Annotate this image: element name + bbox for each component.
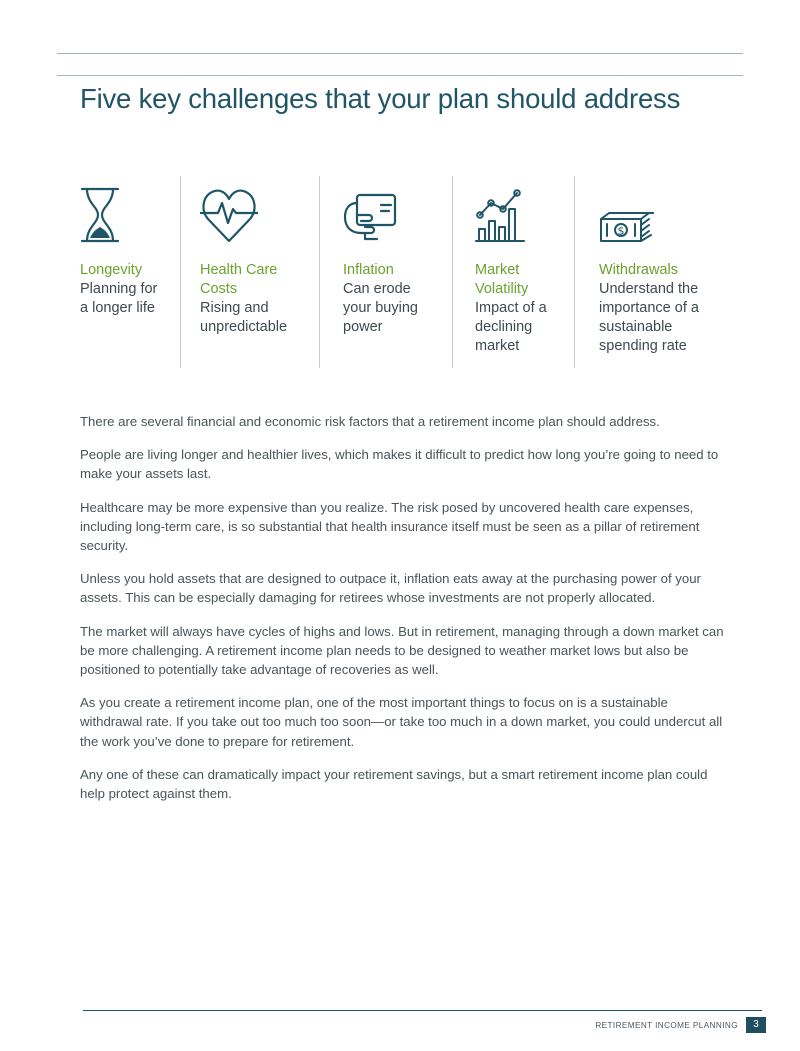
challenge-title: Longevity bbox=[80, 262, 143, 278]
top-rule bbox=[57, 53, 743, 54]
paragraph: People are living longer and healthier lives, which makes it difficult to predict how long you’re going to need to make your assets last. bbox=[80, 447, 719, 482]
challenge-description: Understand the importance of a sustainable spending rate bbox=[599, 281, 699, 354]
paragraph: There are several financial and economic risk factors that a retirement income plan should address. bbox=[80, 414, 660, 429]
top-rule-secondary bbox=[57, 75, 743, 76]
challenge-description: Planning for a longer life bbox=[80, 281, 158, 316]
challenge-title: Inflation bbox=[343, 262, 394, 278]
challenge-health-care-costs bbox=[200, 185, 287, 337]
hourglass-icon bbox=[80, 185, 157, 247]
challenge-title: Health Care Costs bbox=[200, 262, 278, 297]
challenge-inflation bbox=[343, 185, 418, 337]
paragraph: Unless you hold assets that are designed to outpace it, inflation eats away at the purchasing power of your assets. This can be especially damaging for retirees whose investments are not properly allocated. bbox=[80, 571, 701, 606]
column-divider bbox=[452, 176, 453, 368]
page-title: Five key challenges that your plan should address bbox=[80, 83, 681, 114]
paragraph: Any one of these can dramatically impact your retirement savings, but a smart retirement income plan could help protect against them. bbox=[80, 766, 708, 802]
challenge-market-volatility bbox=[475, 185, 547, 356]
challenge-description: Impact of a declining market bbox=[475, 300, 547, 354]
body-text bbox=[80, 412, 730, 817]
paragraph: The market will always have cycles of highs and lows. But in retirement, managing through a down market can be more challenging. A retirement income plan needs to be designed to weather market lows but also be positioned to potentially take advantage of recoveries as well. bbox=[80, 623, 724, 678]
column-divider bbox=[180, 176, 181, 368]
challenge-description: Can erode your buying power bbox=[343, 281, 418, 335]
footer-label: RETIREMENT INCOME PLANNING bbox=[595, 1021, 738, 1030]
challenge-longevity bbox=[80, 185, 157, 318]
challenge-title: Market Volatility bbox=[475, 262, 529, 297]
page-number: 3 bbox=[746, 1017, 766, 1033]
credit-card-hand-icon bbox=[343, 185, 418, 247]
challenge-title: Withdrawals bbox=[599, 262, 678, 278]
chart-trend-icon bbox=[475, 185, 547, 247]
footer-rule bbox=[83, 1010, 762, 1011]
paragraph: Healthcare may be more expensive than you realize. The risk posed by uncovered health care expenses, including long-term care, is so substantial that health insurance itself must be seen as a pillar of retirement security. bbox=[80, 499, 700, 554]
cash-stack-icon bbox=[599, 185, 699, 247]
column-divider bbox=[574, 176, 575, 368]
challenge-withdrawals bbox=[599, 185, 699, 356]
paragraph: As you create a retirement income plan, one of the most important things to focus on is a sustainable withdrawal rate. If you take out too much too soon—or take too much in a down market, you could undercut all the work you’ve done to prepare for retirement. bbox=[80, 695, 723, 749]
challenge-description: Rising and unpredictable bbox=[200, 300, 288, 335]
column-divider bbox=[319, 176, 320, 368]
heart-pulse-icon bbox=[200, 185, 287, 247]
svg-text:$: $ bbox=[617, 224, 625, 238]
